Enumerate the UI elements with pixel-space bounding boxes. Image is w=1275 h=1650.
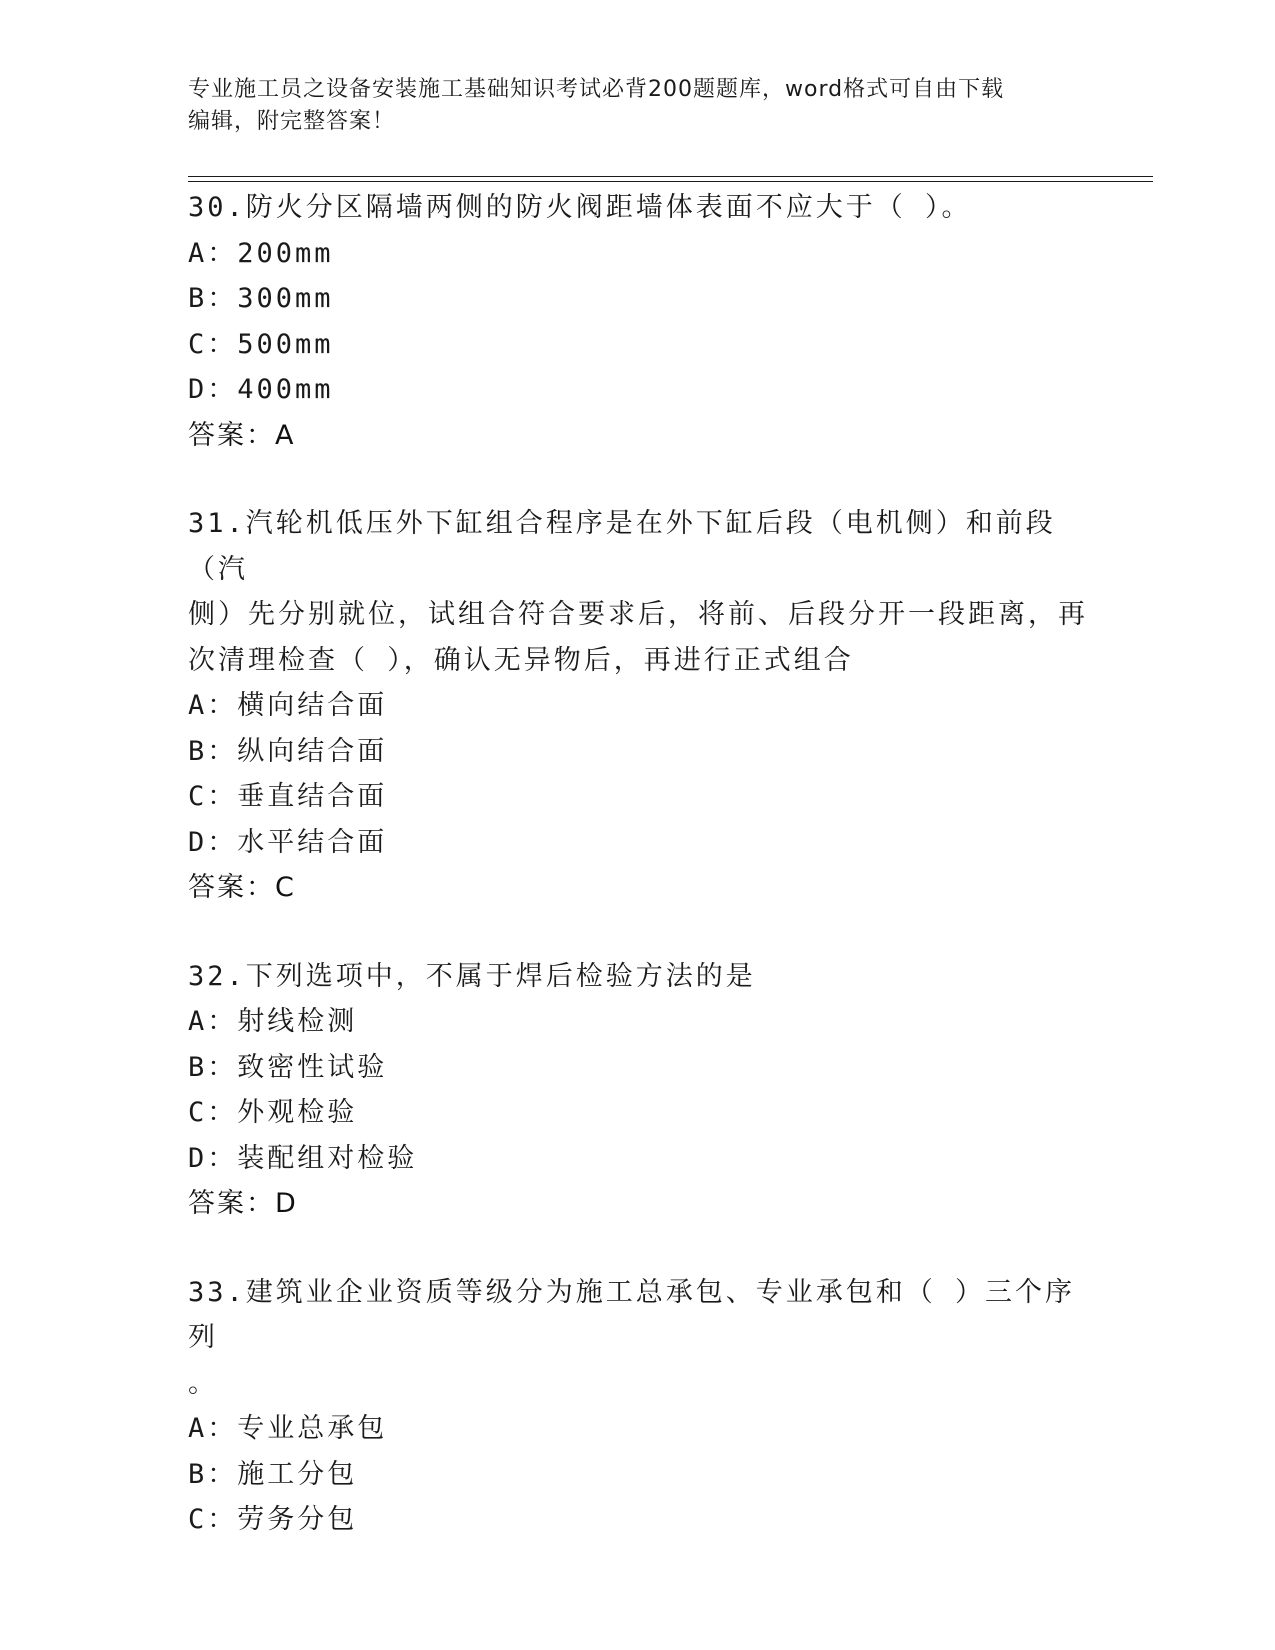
question-text-line-1: 33.建筑业企业资质等级分为施工总承包、专业承包和（ ）三个序列 bbox=[188, 1276, 1076, 1353]
option-c: C：劳务分包 bbox=[188, 1504, 358, 1535]
option-c: C：500mm bbox=[188, 328, 334, 360]
question-32 bbox=[188, 954, 1088, 1227]
header-divider-bottom bbox=[188, 181, 1153, 182]
document-header bbox=[188, 74, 1088, 138]
option-d: D：水平结合面 bbox=[188, 826, 388, 858]
option-c: C：垂直结合面 bbox=[188, 781, 388, 812]
header-divider-top bbox=[188, 176, 1153, 177]
option-b: B：致密性试验 bbox=[188, 1051, 388, 1083]
question-text: 30.防火分区隔墙两侧的防火阀距墙体表面不应大于（ ）。 bbox=[188, 192, 972, 223]
option-b: B：300mm bbox=[188, 283, 334, 314]
option-b: B：纵向结合面 bbox=[188, 735, 388, 767]
option-a: A：横向结合面 bbox=[188, 690, 388, 721]
question-text-line-1: 31.汽轮机低压外下缸组合程序是在外下缸后段（电机侧）和前段（汽 bbox=[188, 508, 1056, 585]
question-text: 32.下列选项中，不属于焊后检验方法的是 bbox=[188, 960, 756, 992]
option-b: B：施工分包 bbox=[188, 1458, 358, 1490]
question-33 bbox=[188, 1270, 1088, 1543]
question-31 bbox=[188, 501, 1088, 911]
header-title-line-2: 编辑，附完整答案！ bbox=[188, 109, 396, 134]
option-c: C：外观检验 bbox=[188, 1097, 358, 1128]
header-title-line-1: 专业施工员之设备安装施工基础知识考试必背200题题库，word格式可自由下载 bbox=[188, 77, 1005, 102]
answer: 答案：C bbox=[188, 872, 296, 903]
question-30 bbox=[188, 185, 1088, 458]
question-text-line-3: 次清理检查（ ），确认无异物后，再进行正式组合 bbox=[188, 644, 854, 676]
question-text-line-2: 侧）先分别就位，试组合符合要求后，将前、后段分开一段距离，再 bbox=[188, 599, 1088, 630]
question-text-line-2: 。 bbox=[188, 1367, 218, 1399]
answer: 答案：D bbox=[188, 1188, 298, 1219]
option-a: A：射线检测 bbox=[188, 1006, 358, 1037]
option-a: A：200mm bbox=[188, 237, 334, 269]
option-d: D：400mm bbox=[188, 374, 334, 405]
question-list bbox=[188, 185, 1088, 1586]
answer: 答案：A bbox=[188, 419, 296, 451]
option-a: A：专业总承包 bbox=[188, 1413, 388, 1444]
option-d: D：装配组对检验 bbox=[188, 1142, 418, 1174]
